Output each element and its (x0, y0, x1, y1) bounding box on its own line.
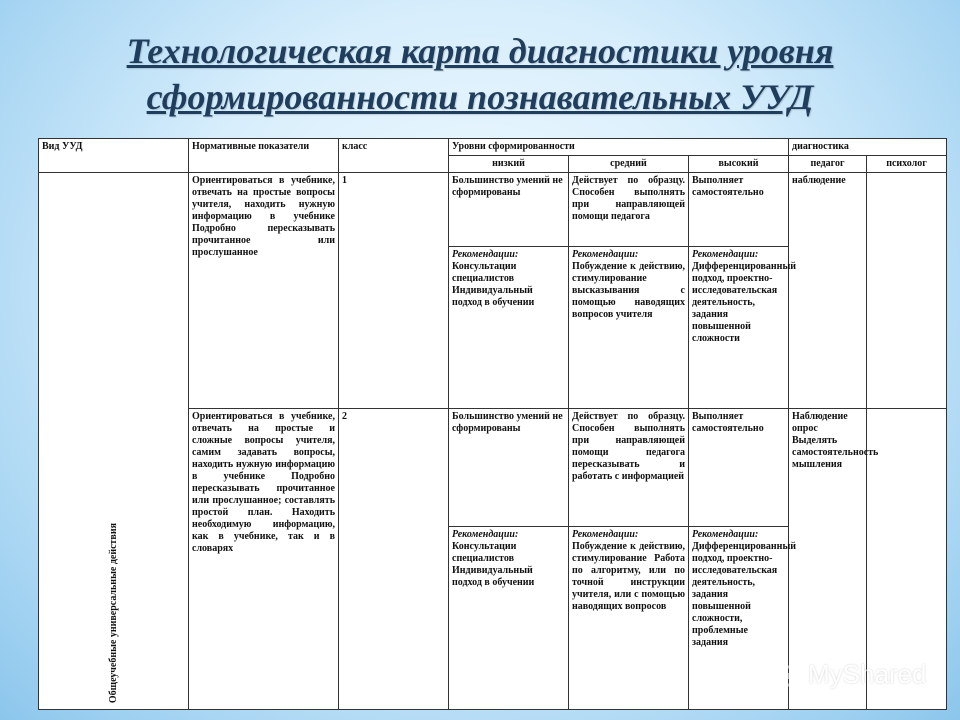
rec-text: Побуждение к действию, стимулирование высказывания с помощью наводящих вопросов учителя (572, 261, 685, 320)
header-pedagog: педагог (789, 156, 867, 173)
rec-label: Рекомендации: (452, 529, 519, 540)
header-high: высокий (689, 156, 789, 173)
rec-high-cell (689, 247, 797, 409)
rec-mid-cell (569, 527, 689, 710)
rec-label: Рекомендации: (692, 249, 759, 260)
psych-cell (867, 173, 947, 409)
norm-cell: Ориентироваться в учебнике, отвечать на простые вопросы учителя, находить нужную информацию в учебнике Подробно пересказывать прочитанное или прослушанное (189, 173, 339, 409)
rec-text: Дифференцированный подход, проектно-исследовательская деятельность, задания повышенной сложности, проблемные задания (692, 541, 797, 648)
header-vid: Вид УУД (39, 139, 189, 173)
header-diag: диагностика (789, 139, 947, 156)
klass-cell: 1 (339, 173, 449, 409)
rec-text: Консультации специалистов Индивидуальный подход в обучении (452, 541, 535, 588)
table-row (39, 173, 947, 247)
title-line-2: сформированности познавательных УУД (146, 77, 814, 117)
vid-cell (39, 173, 189, 710)
watermark (768, 656, 927, 692)
rec-text: Консультации специалистов Индивидуальный подход в обучении (452, 261, 535, 308)
mid-cell: Действует по образцу. Способен выполнять при направляющей помощи педагога пересказывать и работать с информацией (569, 409, 689, 527)
header-levels: Уровни сформированности (449, 139, 789, 156)
low-cell: Большинство умений не сформированы (449, 173, 569, 247)
rec-label: Рекомендации: (572, 529, 639, 540)
low-cell: Большинство умений не сформированы (449, 409, 569, 527)
rec-text: Дифференцированный подход, проектно-исследовательская деятельность, задания повышенной сложности (692, 261, 797, 344)
rec-text: Побуждение к действию, стимулирование Работа по алгоритму, или по точной инструкции учителя, или с помощью наводящих вопросов (572, 541, 685, 612)
klass-cell: 2 (339, 409, 449, 710)
diagnostic-table (38, 138, 947, 710)
header-low: низкий (449, 156, 569, 173)
myshared-logo-icon (768, 659, 802, 689)
watermark-text: MyShared (808, 658, 927, 689)
title-line-1: Технологическая карта диагностики уровня (126, 31, 834, 71)
mid-cell: Действует по образцу. Способен выполнять при направляющей помощи педагога (569, 173, 689, 247)
rec-label: Рекомендации: (452, 249, 519, 260)
page-title (0, 28, 960, 120)
header-mid: средний (569, 156, 689, 173)
header-row-1 (39, 139, 947, 156)
pedagog-cell: наблюдение (789, 173, 867, 409)
header-psych: психолог (867, 156, 947, 173)
high-cell: Выполняет самостоятельно (689, 409, 789, 527)
high-cell: Выполняет самостоятельно (689, 173, 789, 247)
header-klass: класс (339, 139, 449, 173)
rec-low-cell (449, 527, 569, 710)
rec-label: Рекомендации: (572, 249, 639, 260)
rec-low-cell (449, 247, 569, 409)
pedagog-cell: Наблюдение опрос Выделять самостоятельность мышления (789, 409, 867, 710)
rec-label: Рекомендации: (692, 529, 759, 540)
rec-mid-cell (569, 247, 689, 409)
vid-label: Общеучебные универсальные действия (107, 522, 119, 703)
header-norm: Нормативные показатели (189, 139, 339, 173)
norm-cell: Ориентироваться в учебнике, отвечать на простые и сложные вопросы учителя, самим задавать вопросы, находить нужную информацию в учебнике Подробно пересказывать прочитанное или прослушанное; составлять простой план. Находить необходимую информацию, как в учебнике, так и в словарях (189, 409, 339, 710)
